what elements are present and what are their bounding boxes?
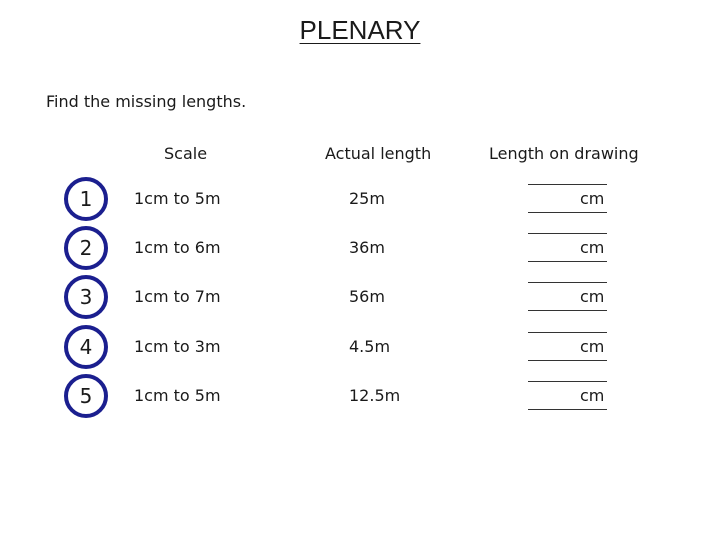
actual-length-value: 56m [349,287,385,306]
answer-unit: cm [580,386,605,405]
column-header-length-on-drawing: Length on drawing [489,144,639,163]
scale-value: 1cm to 7m [134,287,221,306]
question-number-badge: 3 [64,275,108,319]
scale-value: 1cm to 6m [134,238,221,257]
question-row-1 [0,177,720,221]
scale-value: 1cm to 5m [134,386,221,405]
actual-length-value: 25m [349,189,385,208]
question-row-5 [0,374,720,418]
answer-unit: cm [580,287,605,306]
question-row-2 [0,226,720,270]
answer-unit: cm [580,238,605,257]
page-title-text: PLENARY [299,15,421,45]
column-header-scale: Scale [164,144,208,163]
actual-length-value: 4.5m [349,337,391,356]
page-title [0,14,720,46]
question-number-badge: 1 [64,177,108,221]
question-number-badge: 2 [64,226,108,270]
question-row-3 [0,275,720,319]
answer-unit: cm [580,189,605,208]
actual-length-value: 12.5m [349,386,401,405]
scale-value: 1cm to 3m [134,337,221,356]
question-number-badge: 5 [64,374,108,418]
question-row-4 [0,325,720,369]
instruction-text: Find the missing lengths. [46,92,247,111]
column-header-actual-length: Actual length [325,144,432,163]
question-number-badge: 4 [64,325,108,369]
actual-length-value: 36m [349,238,385,257]
answer-unit: cm [580,337,605,356]
scale-value: 1cm to 5m [134,189,221,208]
